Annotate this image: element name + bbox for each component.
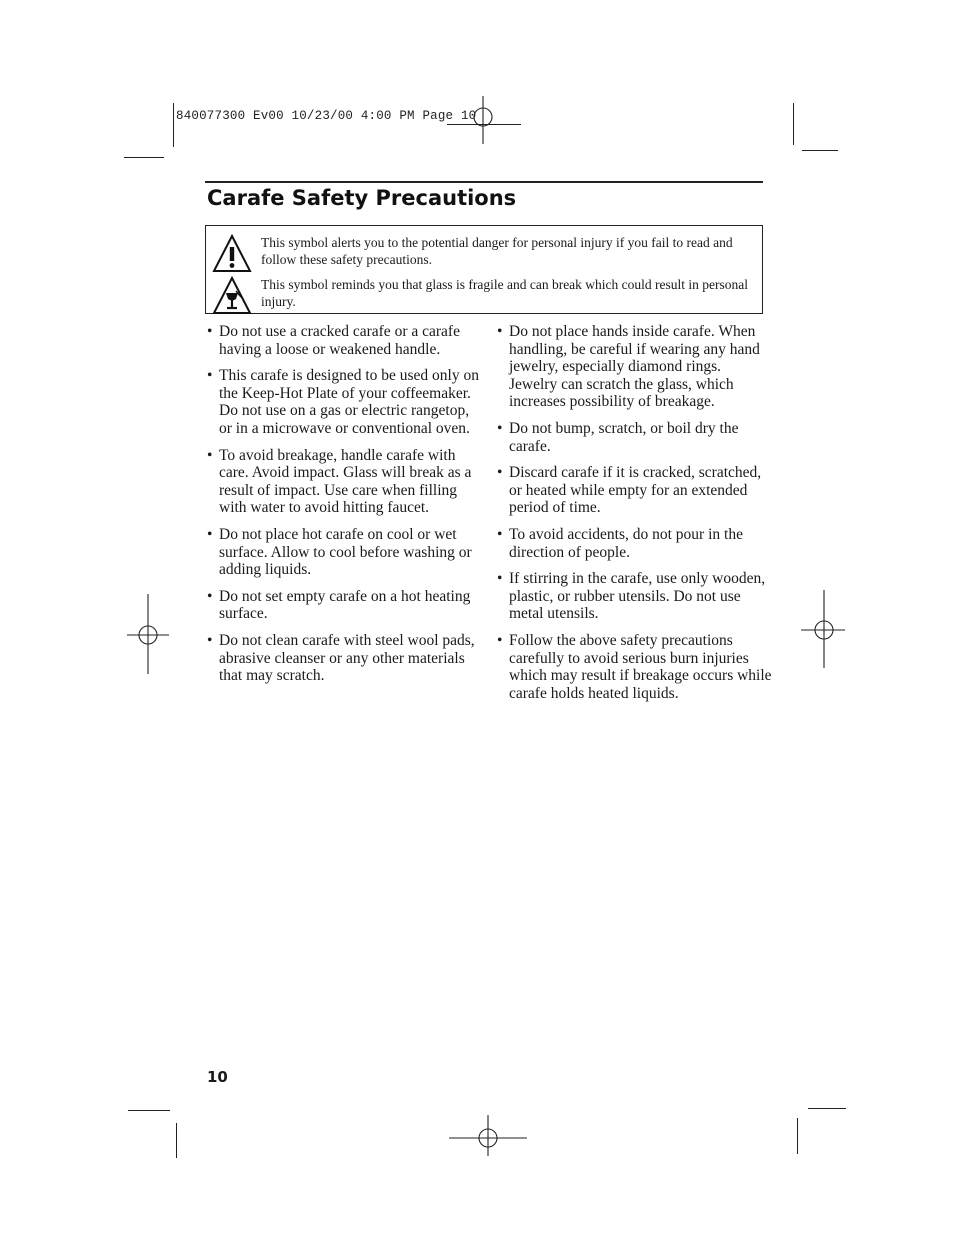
precautions-left-column bbox=[207, 323, 483, 694]
list-item: • To avoid accidents, do not pour in the direction of people. bbox=[497, 526, 772, 561]
list-item: • Do not bump, scratch, or boil dry the carafe. bbox=[497, 420, 772, 455]
page-title: Carafe Safety Precautions bbox=[207, 186, 517, 210]
list-item: • Do not clean carafe with steel wool pads, abrasive cleanser or any other materials that may scratch. bbox=[207, 632, 483, 685]
print-slug: 840077300 Ev00 10/23/00 4:00 PM Page 10 bbox=[176, 109, 477, 123]
warning-exclamation-icon bbox=[212, 234, 252, 274]
safety-symbols-box bbox=[205, 225, 763, 314]
crop-mark bbox=[797, 1118, 798, 1154]
precautions-right-column bbox=[497, 323, 772, 711]
crop-mark bbox=[793, 103, 794, 145]
registration-mark-icon bbox=[127, 594, 171, 676]
list-item: • If stirring in the carafe, use only wooden, plastic, or rubber utensils. Do not use metal utensils. bbox=[497, 570, 772, 623]
registration-mark-icon bbox=[449, 1115, 529, 1157]
warning-text: This symbol alerts you to the potential danger for personal injury if you fail to read and follow these safety precautions. bbox=[261, 235, 733, 267]
broken-glass-warning-icon bbox=[212, 276, 252, 316]
title-rule bbox=[205, 181, 763, 183]
crop-mark bbox=[802, 150, 838, 151]
crop-mark bbox=[128, 1110, 170, 1111]
crop-mark bbox=[808, 1108, 846, 1109]
crop-mark bbox=[176, 1123, 177, 1158]
registration-mark-icon bbox=[801, 590, 847, 670]
list-item: • Do not place hot carafe on cool or wet surface. Allow to cool before washing or adding liquids. bbox=[207, 526, 483, 579]
list-item: • Follow the above safety precautions carefully to avoid serious burn injuries which may result if breakage occurs while carafe holds heated liquids. bbox=[497, 632, 772, 702]
list-item: • This carafe is designed to be used only on the Keep-Hot Plate of your coffeemaker. Do not use on a gas or electric rangetop, or in a microwave or conventional oven. bbox=[207, 367, 483, 437]
list-item: • Do not set empty carafe on a hot heating surface. bbox=[207, 588, 483, 623]
page-number: 10 bbox=[207, 1068, 228, 1086]
list-item: • To avoid breakage, handle carafe with care. Avoid impact. Glass will break as a result of impact. Use care when filling with water to avoid hitting faucet. bbox=[207, 447, 483, 517]
list-item: • Discard carafe if it is cracked, scratched, or heated while empty for an extended period of time. bbox=[497, 464, 772, 517]
list-item: • Do not place hands inside carafe. When handling, be careful if wearing any hand jewelry, especially diamond rings. Jewelry can scratch the glass, which increases possibility of breakage. bbox=[497, 323, 772, 411]
crop-mark bbox=[173, 103, 174, 147]
slug-underline bbox=[447, 124, 521, 125]
warning-text: This symbol reminds you that glass is fragile and can break which could result in personal injury. bbox=[261, 277, 749, 309]
list-item: • Do not use a cracked carafe or a carafe having a loose or weakened handle. bbox=[207, 323, 483, 358]
crop-mark bbox=[124, 157, 164, 158]
